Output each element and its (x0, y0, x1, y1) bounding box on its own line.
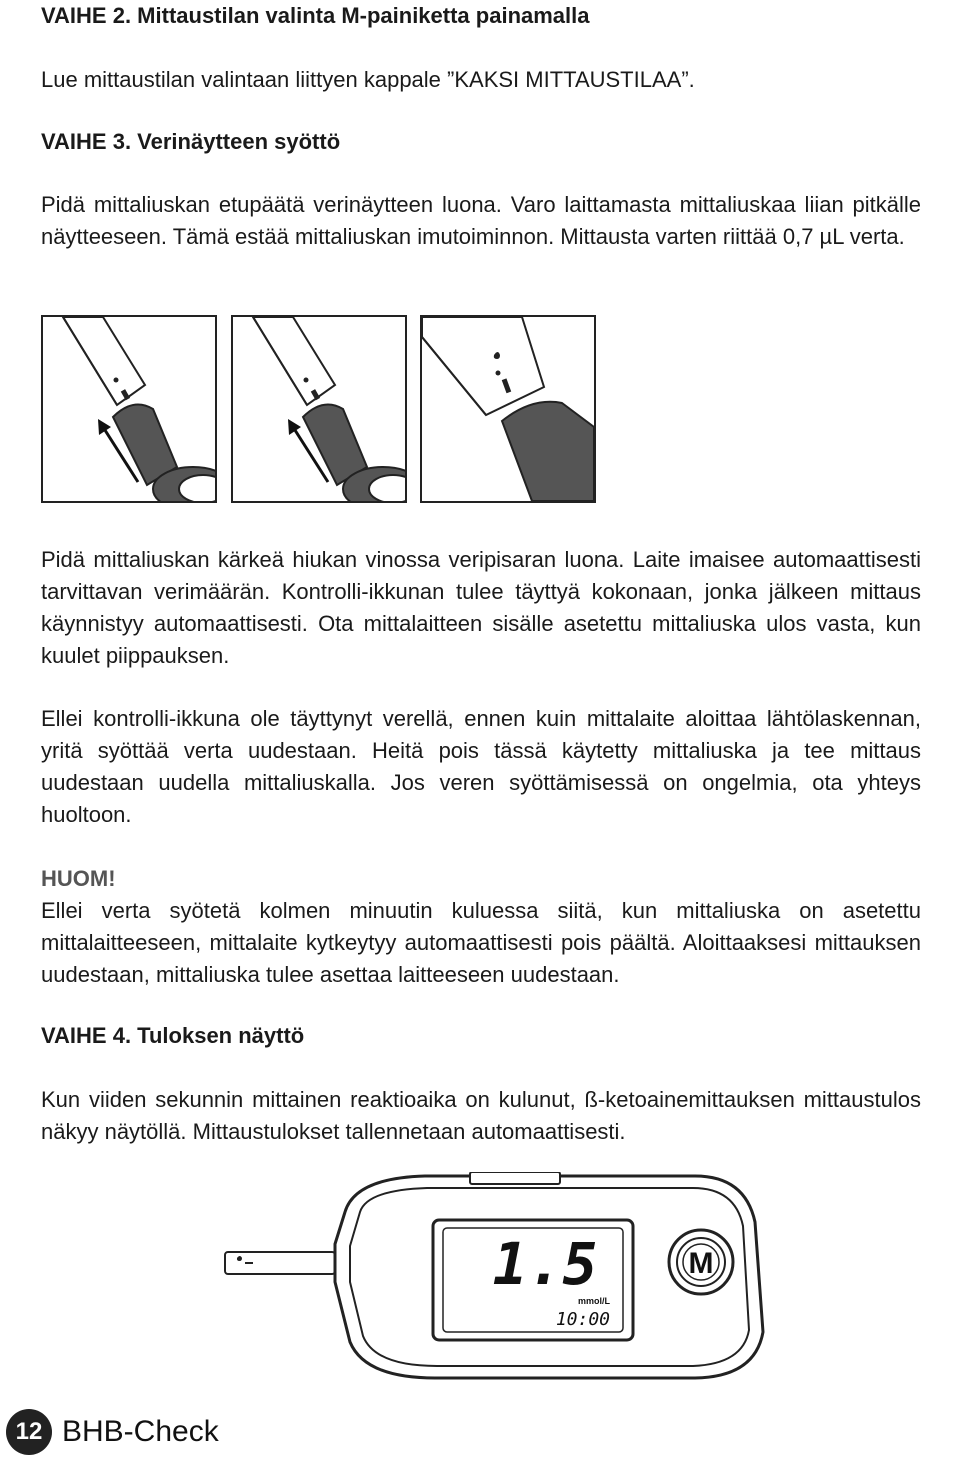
step2-text: Lue mittaustilan valintaan liittyen kappale ”KAKSI MITTAUSTILAA”. (41, 67, 695, 92)
meter-unit: mmol/L (577, 1296, 610, 1306)
step3-para2: Ellei kontrolli-ikkuna ole täyttynyt verellä, ennen kuin mittalaite aloittaa lähtölaskennan, yritä syöttää verta uudestaan. Heitä pois tässä käytetty mittaliuska ja tee mittaus uudestaan uudella mittaliuskalla. Jos veren syöttämisessä on ongelmia, ota yhteys huoltoon. (41, 706, 921, 827)
step2-heading: VAIHE 2. Mittaustilan valinta M-painiketta painamalla (41, 3, 590, 28)
note-label: HUOM! (41, 866, 116, 891)
meter-m-button: M (688, 1247, 714, 1280)
step3-para1: Pidä mittaliuskan kärkeä hiukan vinossa veripisaran luona. Laite imaisee automaattisesti tarvittavan verimäärän. Kontrolli-ikkunan tulee täyttyä kokonaan, jonka jälkeen mittaus käynnistyy automaattisesti. Ota mittalaitteen sisälle asetettu mittaliuska ulos vasta, kun kuulet piippauksen. (41, 547, 921, 668)
strip-illustration-2 (231, 315, 407, 503)
step3-intro: Pidä mittaliuskan etupäätä verinäytteen luona. Varo laittamasta mittaliuskaa liian pitkälle näytteeseen. Tämä estää mittaliuskan imutoiminnon. Mittausta varten riittää 0,7 µL verta. (41, 192, 921, 249)
meter-time: 10:00 (555, 1309, 610, 1330)
step3-heading: VAIHE 3. Verinäytteen syöttö (41, 129, 341, 154)
page-number-badge: 12 (6, 1409, 52, 1455)
strip-illustration-3 (420, 315, 596, 503)
meter-reading: 1.5 (492, 1230, 598, 1298)
note-text: Ellei verta syötetä kolmen minuutin kuluessa siitä, kun mittaliuska on asetettu mittalaitteeseen, mittalaite kytkeytyy automaattisesti pois päältä. Aloittaaksesi mittauksen uudestaan, mittaliuska tulee asettaa laitteeseen uudestaan. (41, 898, 921, 987)
step4-heading: VAIHE 4. Tuloksen näyttö (41, 1023, 305, 1048)
meter-illustration (215, 1172, 775, 1387)
strip-illustration-1 (41, 315, 217, 503)
step4-text: Kun viiden sekunnin mittainen reaktioaika on kulunut, ß-ketoainemittauksen mittaustulos näkyy näytöllä. Mittaustulokset tallennetaan automaattisesti. (41, 1087, 921, 1144)
brand-name: BHB-Check (62, 1415, 219, 1448)
